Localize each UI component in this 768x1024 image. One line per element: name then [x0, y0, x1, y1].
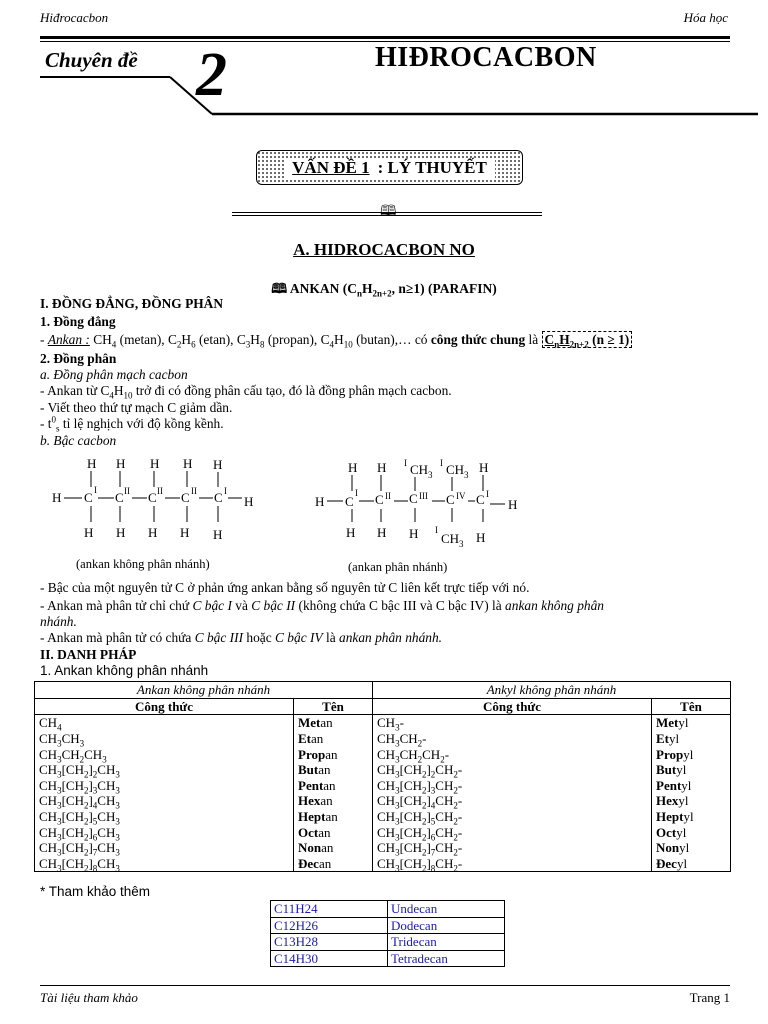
name-cell: Pentyl [652, 778, 731, 794]
formula-cell: $CH_4$ [35, 715, 294, 731]
header-rule [40, 36, 730, 39]
name-cell: Đecyl [652, 856, 731, 872]
text-line: nhánh. [40, 614, 77, 629]
formula-cell: $CH_3[CH_2]_6CH_3$ [35, 824, 294, 840]
formula-cell: $CH_3[CH_2]_4CH_2-$ [373, 793, 652, 809]
nomenclature-table [34, 681, 731, 872]
text-line: - Bậc của một nguyên tử C ở phản ứng ankan bằng số nguyên tử C liên kết trực tiếp với nó. [40, 580, 530, 595]
text-line: - Viết theo thứ tự mạch C giảm dần. [40, 400, 233, 415]
text-line: - $t^0_s$ tỉ lệ nghịch với độ kồng kềnh. [40, 414, 224, 434]
name-cell: Heptyl [652, 809, 731, 825]
formula-cell: $CH_3[CH_2]_8CH_3$ [35, 856, 294, 872]
name-cell: Butyl [652, 762, 731, 778]
header-left: Hiđrocacbon [40, 10, 109, 25]
formula-cell: $CH_3-$ [373, 715, 652, 731]
name-cell: Hexyl [652, 793, 731, 809]
svg-text:(ankan phân nhánh): (ankan phân nhánh) [348, 560, 448, 574]
formula-cell: $CH_3CH_2CH_3$ [35, 746, 294, 762]
svg-text:C: C [345, 494, 354, 509]
page-number: Trang 1 [689, 990, 730, 1005]
heading-1: I. ĐỒNG ĐẲNG, ĐỒNG PHÂN [40, 296, 224, 311]
svg-text:C: C [446, 492, 455, 507]
formula-cell: $CH_3CH_2-$ [373, 731, 652, 747]
table-row [271, 901, 505, 918]
svg-text:H: H [150, 456, 160, 471]
name-cell: Metyl [652, 715, 731, 731]
table-header: Tên [294, 698, 373, 715]
formula-cell: $CH_3CH_3$ [35, 731, 294, 747]
svg-text:H: H [213, 457, 223, 472]
svg-text:C: C [214, 490, 223, 505]
table-row [35, 856, 731, 872]
subheading-a: a. Đồng phân mạch cacbon [40, 367, 188, 382]
name-cell: Octyl [652, 824, 731, 840]
name-cell: Tetradecan [388, 950, 505, 967]
svg-text:C: C [115, 490, 124, 505]
name-cell: Pentan [294, 778, 373, 794]
general-formula-box: $C_nH_{2n+2}$ (n ≥ 1) [542, 331, 633, 348]
formula-cell: $CH_3CH_2CH_2-$ [373, 746, 652, 762]
name-cell: Undecan [388, 901, 505, 918]
svg-text:H: H [346, 525, 356, 540]
table-row [35, 824, 731, 840]
chapter-banner-lines [40, 72, 760, 122]
svg-text:H: H [180, 525, 190, 540]
svg-text:C: C [476, 492, 485, 507]
name-cell: Propyl [652, 746, 731, 762]
dongdang-line: - Ankan : $CH_4$ (metan), $C_2H_6$ (etan), $C_3H_8$ (propan), $C_4H_{10}$ (butan),… có công thức chung là $C_nH_{2n+2}$ (n ≥ 1) [40, 332, 632, 348]
svg-text:(ankan không phân nhánh): (ankan không phân nhánh) [76, 557, 210, 571]
name-cell: Etan [294, 731, 373, 747]
formula-cell: $CH_3[CH_2]_2CH_2-$ [373, 762, 652, 778]
svg-text:I: I [435, 525, 438, 535]
svg-text:H: H [479, 460, 489, 475]
svg-text:H: H [476, 530, 486, 545]
name-cell: Nonan [294, 840, 373, 856]
carbon-order-structures [40, 454, 520, 574]
section-a-title: A. HIDROCACBON NO [293, 240, 475, 259]
heading-1-1: 1. Đồng đẳng [40, 314, 116, 329]
svg-text:C: C [84, 490, 93, 505]
svg-text:CH: CH [410, 462, 429, 477]
formula-cell: $CH_3[CH_2]_4CH_3$ [35, 793, 294, 809]
ankan-title: 🕮 ANKAN ($C_nH_{2n+2}$, n≥1) (PARAFIN) [271, 281, 497, 299]
footer-left: Tài liệu tham khảo [40, 990, 138, 1005]
subheading-b: b. Bậc cacbon [40, 433, 117, 448]
formula-cell: $CH_3[CH_2]_5CH_2-$ [373, 809, 652, 825]
heading-2: II. DANH PHÁP [40, 647, 137, 662]
name-cell: Hexan [294, 793, 373, 809]
svg-text:CH: CH [441, 531, 460, 546]
table-row [35, 793, 731, 809]
svg-text:II: II [124, 486, 130, 496]
svg-text:3: 3 [459, 539, 464, 549]
svg-text:H: H [116, 525, 126, 540]
svg-text:H: H [183, 456, 193, 471]
formula-cell: $CH_3[CH_2]_5CH_3$ [35, 809, 294, 825]
formula-cell: $CH_3[CH_2]_7CH_3$ [35, 840, 294, 856]
section-box-text: VẤN ĐỀ 1 : LÝ THUYẾT [284, 158, 495, 178]
unbranched-structure [52, 456, 253, 571]
table-header: Công thức [35, 698, 294, 715]
table-row [271, 934, 505, 951]
svg-text:II: II [191, 486, 197, 496]
svg-text:H: H [315, 494, 325, 509]
reference-title: * Tham khảo thêm [40, 884, 151, 899]
chapter-label: Chuyên đề [45, 48, 138, 72]
formula-cell: C14H30 [271, 950, 388, 967]
book-icon: 🕮 [271, 281, 288, 296]
formula-cell: $CH_3[CH_2]_3CH_3$ [35, 778, 294, 794]
table-group-header: Ankyl không phân nhánh [373, 682, 731, 699]
name-cell: Đecan [294, 856, 373, 872]
heading-2-1: 1. Ankan không phân nhánh [40, 663, 209, 678]
formula-cell: $CH_3[CH_2]_3CH_2-$ [373, 778, 652, 794]
svg-text:H: H [52, 490, 62, 505]
svg-text:H: H [87, 456, 97, 471]
name-cell: Nonyl [652, 840, 731, 856]
formula-cell: C11H24 [271, 901, 388, 918]
svg-text:II: II [157, 486, 163, 496]
table-row [35, 731, 731, 747]
svg-text:H: H [244, 494, 254, 509]
svg-text:C: C [409, 491, 418, 506]
table-row [35, 746, 731, 762]
svg-text:3: 3 [428, 470, 433, 480]
svg-text:I: I [440, 458, 443, 468]
svg-text:II: II [385, 491, 391, 501]
svg-text:I: I [355, 488, 358, 498]
formula-cell: $CH_3[CH_2]_6CH_2-$ [373, 824, 652, 840]
svg-text:C: C [375, 492, 384, 507]
chapter-number: 2 [196, 41, 227, 109]
text-line: - Ankan mà phân tử có chứa C bậc III hoặc C bậc IV là ankan phân nhánh. [40, 630, 443, 645]
name-cell: Octan [294, 824, 373, 840]
text-line: - Ankan mà phân tử chỉ chứ C bậc I và C bậc II (không chứa C bậc III và C bậc IV) là ankan không phân [40, 598, 604, 613]
text-line: - Ankan từ $C_4H_{10}$ trở đi có đồng phân cấu tạo, đó là đồng phân mạch cacbon. [40, 383, 452, 401]
name-cell: Metan [294, 715, 373, 731]
svg-text:I: I [486, 489, 489, 499]
formula-cell: C13H28 [271, 934, 388, 951]
table-group-header: Ankan không phân nhánh [35, 682, 373, 699]
svg-text:3: 3 [464, 470, 469, 480]
branched-structure [315, 458, 517, 574]
svg-text:H: H [84, 525, 94, 540]
footer-rule [40, 985, 730, 986]
header-right: Hóa học [683, 10, 728, 25]
book-icon: 🕮 [380, 204, 397, 219]
svg-text:I: I [94, 485, 97, 495]
section-box [256, 150, 523, 185]
svg-text:III: III [419, 491, 428, 501]
svg-text:I: I [224, 486, 227, 496]
svg-text:C: C [148, 490, 157, 505]
formula-cell: $CH_3[CH_2]_2CH_3$ [35, 762, 294, 778]
svg-text:IV: IV [456, 491, 466, 501]
name-cell: Dodecan [388, 917, 505, 934]
svg-text:H: H [409, 526, 419, 541]
table-row [35, 840, 731, 856]
svg-text:H: H [508, 497, 518, 512]
name-cell: Propan [294, 746, 373, 762]
name-cell: Heptan [294, 809, 373, 825]
table-row [35, 809, 731, 825]
table-row [35, 762, 731, 778]
table-header: Tên [652, 698, 731, 715]
name-cell: Tridecan [388, 934, 505, 951]
svg-text:C: C [181, 490, 190, 505]
table-row [35, 715, 731, 731]
heading-1-2: 2. Đồng phân [40, 351, 117, 366]
name-cell: Butan [294, 762, 373, 778]
svg-text:H: H [377, 460, 387, 475]
reference-table [270, 900, 505, 967]
table-row [35, 778, 731, 794]
svg-text:H: H [148, 525, 158, 540]
svg-text:I: I [404, 458, 407, 468]
table-header: Công thức [373, 698, 652, 715]
table-row [271, 917, 505, 934]
formula-cell: $CH_3[CH_2]_8CH_2-$ [373, 856, 652, 872]
formula-cell: $CH_3[CH_2]_7CH_2-$ [373, 840, 652, 856]
chapter-title: HIĐROCACBON [375, 42, 597, 73]
svg-text:H: H [348, 460, 358, 475]
svg-text:H: H [116, 456, 126, 471]
svg-text:H: H [213, 527, 223, 542]
formula-cell: C12H26 [271, 917, 388, 934]
table-row [271, 950, 505, 967]
svg-text:H: H [377, 525, 387, 540]
name-cell: Etyl [652, 731, 731, 747]
svg-text:CH: CH [446, 462, 465, 477]
